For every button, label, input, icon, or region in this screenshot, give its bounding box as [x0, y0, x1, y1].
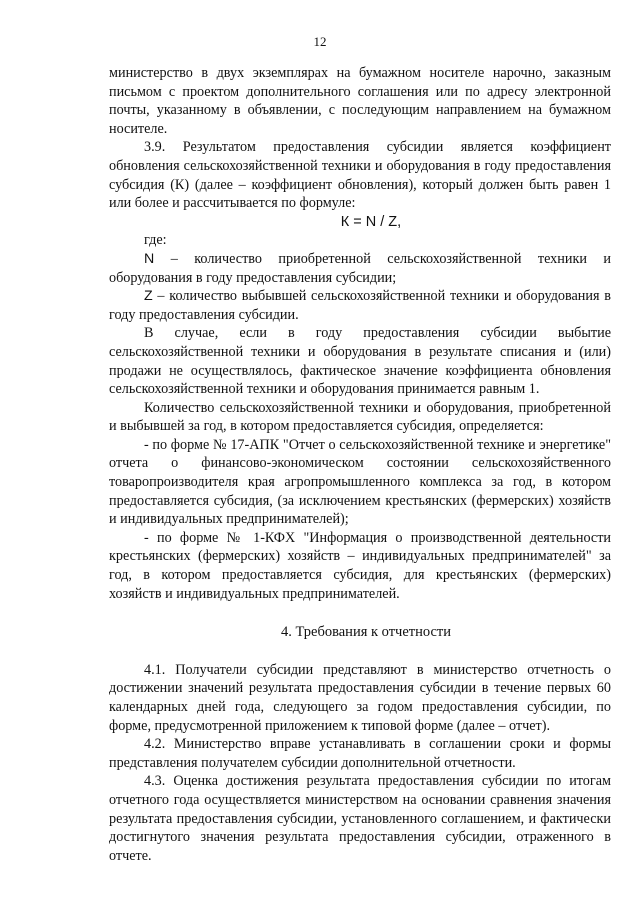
page-number: 12 — [313, 34, 327, 49]
paragraph-3-9: 3.9. Результатом предоставления субсидии является коэффициент обновления сельскохозяйственной техники и оборудования в году предоставления субсидия (К) (далее – коэффициент обновления), который должен быть равен 1 или более и рассчитывается по формуле: — [109, 139, 611, 212]
definition-n-text: – количество приобретенной сельскохозяйственной техники и оборудования в году предоставления субсидии; — [109, 250, 611, 286]
definition-z — [109, 287, 611, 324]
paragraph-continuation: министерство в двух экземплярах на бумажном носителе нарочно, заказным письмом с проектом дополнительного соглашения или по адресу электронной почты, указанному в объявлении, с последующим направлением на бумажном носителе. — [109, 65, 611, 137]
variable-n: N — [144, 250, 155, 267]
paragraph-4-3: 4.3. Оценка достижения результата предоставления субсидии по итогам отчетного года осуществляется министерством на основании сравнения значения результата предоставления субсидии, установленного соглашением, и фактически достигнутого значения результата предоставления субсидии, отраженного в отчете. — [109, 773, 611, 864]
list-item-1-kfh: - по форме № 1-КФХ "Информация о производственной деятельности крестьянских (фермерских) хозяйств – индивидуальных предпринимателей" за год, в котором предоставляется субсидия, для крестьянских (фермерских) хозяйств и индивидуальных предпринимателей. — [109, 529, 611, 602]
section-heading: 4. Требования к отчетности — [280, 624, 452, 641]
paragraph-4-1: 4.1. Получатели субсидии представляют в министерство отчетность о достижении значений результата предоставления субсидии в течение первых 60 календарных дней года, следующего за годом предоставления субсидии, по форме, предусмотренной приложением к типовой форме (далее – отчет). — [109, 661, 611, 734]
list-item-17-apk: - по форме № 17-АПК "Отчет о сельскохозяйственной технике и энергетике" отчета о финансово-экономическом состоянии сельскохозяйственного товаропроизводителя края агропромышленного комплекса за год, в котором предоставляется субсидия, (за исключением крестьянских (фермерских) хозяйств и индивидуальных предпринимателей); — [109, 436, 611, 528]
where-label: где: — [144, 232, 167, 249]
document-body — [109, 64, 611, 865]
paragraph-no-disposal: В случае, если в году предоставления субсидии выбытие сельскохозяйственной техники и оборудования в результате списания и (или) продажи не осуществлялось, фактическое значение коэффициента обновления сельскохозяйственной техники и оборудования принимается равным 1. — [109, 325, 611, 398]
variable-z: Z — [144, 288, 153, 305]
definition-n — [109, 250, 611, 287]
definition-z-text: – количество выбывшей сельскохозяйственной техники и оборудования в году предоставления субсидии. — [109, 288, 611, 323]
formula: К = N / Z, — [340, 213, 402, 230]
paragraph-quantity: Количество сельскохозяйственной техники и оборудования, приобретенной и выбывшей за год, в котором предоставляется субсидия, определяется: — [109, 399, 611, 435]
paragraph-4-2: 4.2. Министерство вправе устанавливать в соглашении сроки и формы представления получателем субсидии дополнительной отчетности. — [109, 736, 611, 771]
